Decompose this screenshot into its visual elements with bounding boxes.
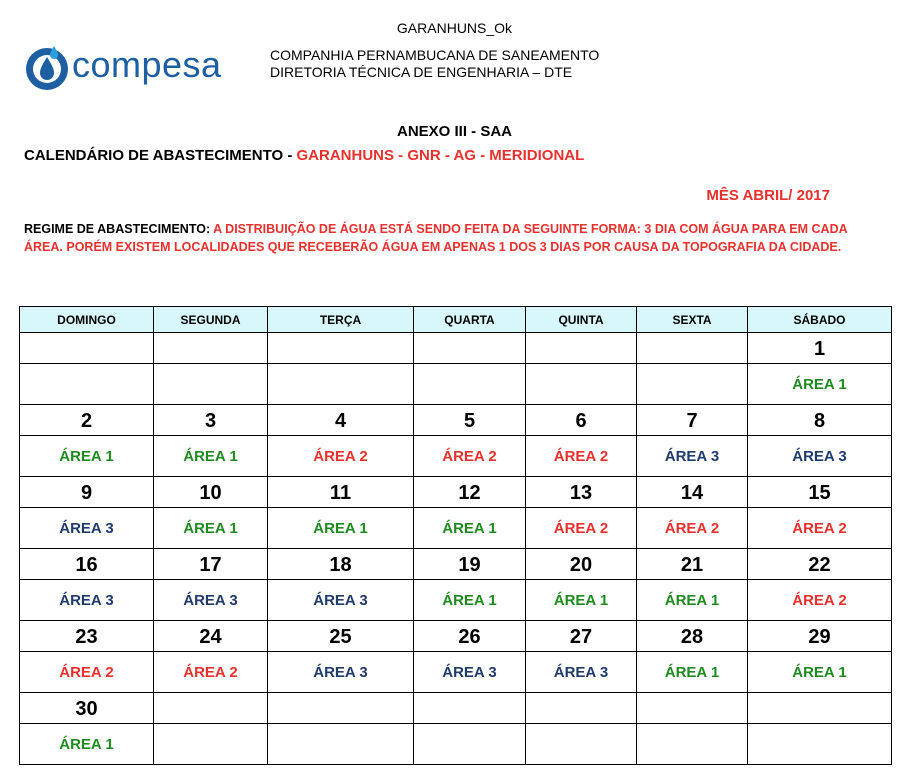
day-number: 24	[154, 621, 268, 652]
area-assignment	[637, 364, 748, 405]
area-assignment: ÁREA 1	[20, 436, 154, 477]
area-assignment: ÁREA 1	[268, 508, 414, 549]
area-assignment	[526, 724, 637, 765]
day-number: 13	[526, 477, 637, 508]
day-number: 28	[637, 621, 748, 652]
logo-wordmark: compesa	[72, 44, 222, 85]
day-number	[637, 693, 748, 724]
day-number	[154, 333, 268, 364]
day-number: 10	[154, 477, 268, 508]
supply-regime	[24, 221, 884, 256]
week-day-row	[20, 693, 892, 724]
day-number	[526, 333, 637, 364]
weekday-header: DOMINGO	[20, 307, 154, 333]
day-number: 19	[414, 549, 526, 580]
week-day-row	[20, 333, 892, 364]
day-number: 11	[268, 477, 414, 508]
weekday-header: TERÇA	[268, 307, 414, 333]
day-number: 8	[748, 405, 892, 436]
day-number: 25	[268, 621, 414, 652]
area-assignment: ÁREA 2	[637, 508, 748, 549]
area-assignment	[414, 724, 526, 765]
area-assignment	[748, 724, 892, 765]
area-assignment	[268, 364, 414, 405]
week-day-row	[20, 621, 892, 652]
day-number: 2	[20, 405, 154, 436]
day-number: 9	[20, 477, 154, 508]
weekday-header-row	[20, 307, 892, 333]
company-department: DIRETORIA TÉCNICA DE ENGENHARIA – DTE	[270, 64, 573, 80]
annex-title: ANEXO III - SAA	[396, 123, 512, 140]
area-assignment: ÁREA 1	[637, 580, 748, 621]
day-number: 30	[20, 693, 154, 724]
area-assignment: ÁREA 1	[526, 580, 637, 621]
week-day-row	[20, 477, 892, 508]
weekday-header: SEXTA	[637, 307, 748, 333]
weekday-header: SÁBADO	[748, 307, 892, 333]
day-number: 29	[748, 621, 892, 652]
weekday-header: SEGUNDA	[154, 307, 268, 333]
weekday-header: QUARTA	[414, 307, 526, 333]
area-assignment	[526, 364, 637, 405]
area-assignment: ÁREA 1	[414, 580, 526, 621]
day-number: 22	[748, 549, 892, 580]
week-area-row	[20, 724, 892, 765]
calendar-body	[20, 333, 892, 765]
day-number	[268, 333, 414, 364]
day-number	[414, 333, 526, 364]
day-number: 20	[526, 549, 637, 580]
day-number: 1	[748, 333, 892, 364]
area-assignment	[268, 724, 414, 765]
area-assignment: ÁREA 3	[748, 436, 892, 477]
day-number: 17	[154, 549, 268, 580]
area-assignment: ÁREA 3	[637, 436, 748, 477]
day-number: 7	[637, 405, 748, 436]
area-assignment	[414, 364, 526, 405]
week-area-row	[20, 364, 892, 405]
area-assignment: ÁREA 2	[526, 436, 637, 477]
area-assignment	[154, 364, 268, 405]
area-assignment: ÁREA 2	[414, 436, 526, 477]
week-area-row	[20, 508, 892, 549]
day-number	[748, 693, 892, 724]
supply-calendar	[19, 306, 892, 765]
week-day-row	[20, 405, 892, 436]
day-number	[268, 693, 414, 724]
area-assignment	[20, 364, 154, 405]
day-number: 18	[268, 549, 414, 580]
area-assignment: ÁREA 1	[154, 508, 268, 549]
day-number	[526, 693, 637, 724]
document-title: GARANHUNS_Ok	[396, 20, 513, 36]
area-assignment: ÁREA 1	[154, 436, 268, 477]
area-assignment: ÁREA 3	[20, 508, 154, 549]
day-number: 14	[637, 477, 748, 508]
day-number	[154, 693, 268, 724]
week-day-row	[20, 549, 892, 580]
area-assignment: ÁREA 1	[20, 724, 154, 765]
area-assignment: ÁREA 3	[414, 652, 526, 693]
area-assignment: ÁREA 2	[748, 508, 892, 549]
area-assignment: ÁREA 2	[268, 436, 414, 477]
company-name: COMPANHIA PERNAMBUCANA DE SANEAMENTO	[270, 47, 600, 63]
regime-label: REGIME DE ABASTECIMENTO:	[24, 222, 214, 236]
area-assignment	[154, 724, 268, 765]
day-number: 23	[20, 621, 154, 652]
day-number: 4	[268, 405, 414, 436]
area-assignment: ÁREA 2	[20, 652, 154, 693]
area-assignment: ÁREA 1	[748, 364, 892, 405]
calendar-title	[24, 147, 584, 164]
calendar-title-location: GARANHUNS - GNR - AG - MERIDIONAL	[296, 147, 585, 164]
day-number	[414, 693, 526, 724]
day-number	[637, 333, 748, 364]
area-assignment: ÁREA 3	[268, 652, 414, 693]
day-number: 12	[414, 477, 526, 508]
calendar-title-prefix: CALENDÁRIO DE ABASTECIMENTO -	[24, 147, 297, 164]
area-assignment: ÁREA 2	[526, 508, 637, 549]
area-assignment: ÁREA 3	[268, 580, 414, 621]
regime-text: A DISTRIBUIÇÃO DE ÁGUA ESTÁ SENDO FEITA DA SEGUINTE FORMA: 3 DIA COM ÁGUA PARA EM CADA ÁREA. PORÉM EXISTEM LOCALIDADES QUE RECEBERÃO ÁGUA EM APENAS 1 DOS 3 DIAS POR CAUSA DA TOPOGRAFIA DA CIDADE.	[24, 222, 848, 254]
weekday-header: QUINTA	[526, 307, 637, 333]
area-assignment: ÁREA 1	[748, 652, 892, 693]
area-assignment: ÁREA 3	[154, 580, 268, 621]
area-assignment	[637, 724, 748, 765]
day-number: 21	[637, 549, 748, 580]
day-number: 16	[20, 549, 154, 580]
week-area-row	[20, 436, 892, 477]
area-assignment: ÁREA 3	[20, 580, 154, 621]
day-number	[20, 333, 154, 364]
day-number: 6	[526, 405, 637, 436]
day-number: 27	[526, 621, 637, 652]
day-number: 26	[414, 621, 526, 652]
day-number: 3	[154, 405, 268, 436]
company-block	[270, 47, 599, 81]
area-assignment: ÁREA 1	[637, 652, 748, 693]
week-area-row	[20, 580, 892, 621]
area-assignment: ÁREA 2	[748, 580, 892, 621]
day-number: 5	[414, 405, 526, 436]
day-number: 15	[748, 477, 892, 508]
week-area-row	[20, 652, 892, 693]
area-assignment: ÁREA 3	[526, 652, 637, 693]
water-drop-icon	[24, 42, 70, 92]
area-assignment: ÁREA 1	[414, 508, 526, 549]
month-label: MÊS ABRIL/ 2017	[706, 187, 830, 204]
area-assignment: ÁREA 2	[154, 652, 268, 693]
